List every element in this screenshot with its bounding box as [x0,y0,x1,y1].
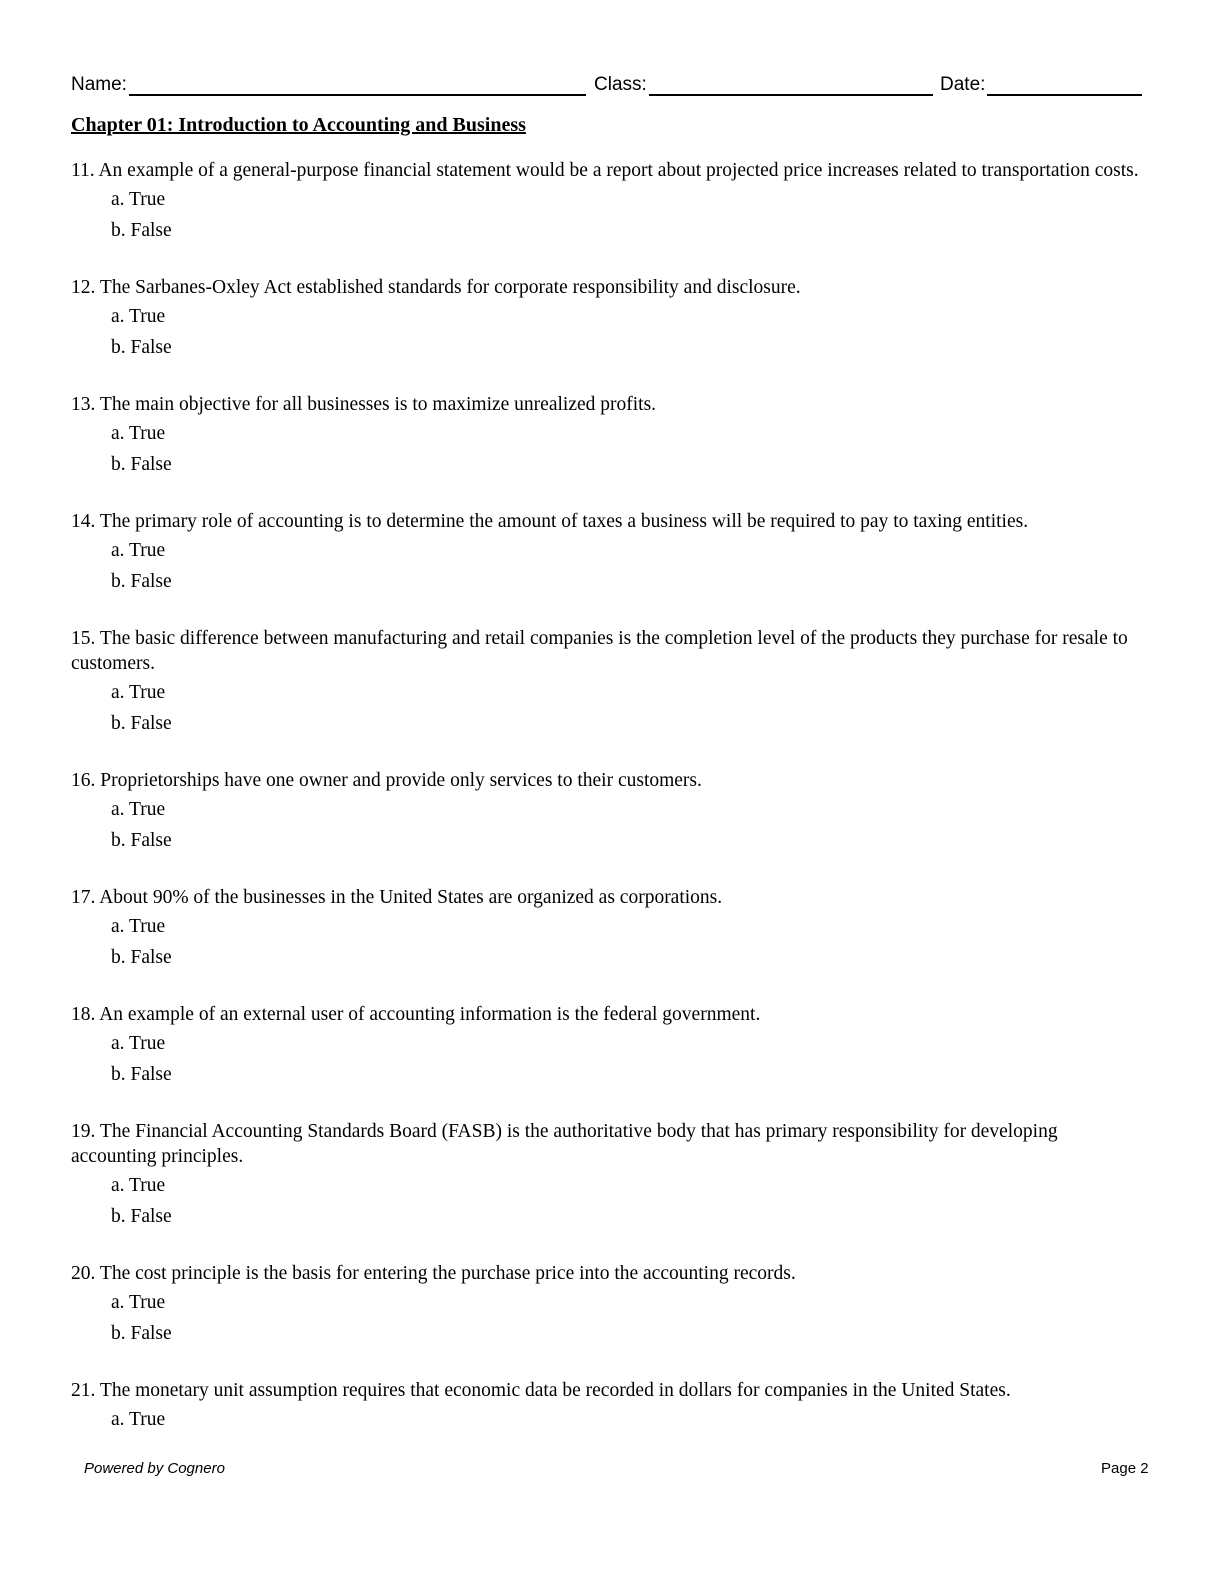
answer-options [111,680,1146,742]
question-text [71,1002,1146,1027]
question-statement: The Sarbanes-Oxley Act established standards for corporate responsibility and disclosure. [99,277,801,298]
question-statement: The primary role of accounting is to determine the amount of taxes a business will be required to pay to taxing entities. [99,511,1029,532]
date-blank-line [987,74,1142,96]
date-label: Date: [940,74,986,95]
question-item [71,626,1146,742]
answer-option: a. True [111,540,166,561]
answer-option: a. True [111,682,166,703]
class-field [594,72,933,96]
answer-option: b. False [111,220,172,241]
student-info-header [71,72,1143,98]
question-list [71,158,1146,1464]
question-number: 18. [71,1004,96,1025]
question-item [71,392,1146,483]
answer-options [111,797,1146,859]
question-text [71,626,1146,676]
answer-option: a. True [111,306,166,327]
question-item [71,275,1146,366]
question-text [71,885,1146,910]
question-text [71,1119,1146,1169]
question-statement: An example of a general-purpose financial statement would be a report about projected price increases related to transportation costs. [98,160,1139,181]
name-field [71,72,586,96]
answer-option: b. False [111,830,172,851]
answer-option: a. True [111,423,166,444]
question-statement: The monetary unit assumption requires that economic data be recorded in dollars for companies in the United States. [99,1380,1011,1401]
question-text [71,158,1146,183]
answer-options [111,1031,1146,1093]
question-number: 21. [71,1380,96,1401]
question-number: 20. [71,1263,96,1284]
question-text [71,275,1146,300]
question-item [71,1261,1146,1352]
answer-options [111,1407,1146,1438]
question-text [71,1261,1146,1286]
answer-options [111,421,1146,483]
chapter-title: Chapter 01: Introduction to Accounting and Business [71,114,526,136]
powered-by-footer: Powered by Cognero [84,1460,225,1477]
answer-option: b. False [111,713,172,734]
answer-option: b. False [111,571,172,592]
question-text [71,768,1146,793]
page-number: Page 2 [1101,1460,1149,1477]
question-item [71,768,1146,859]
answer-option: a. True [111,1175,166,1196]
question-statement: The basic difference between manufacturing and retail companies is the completion level of the products they purchase for resale to customers. [71,628,1128,674]
question-text [71,1378,1146,1403]
question-number: 11. [71,160,95,181]
question-text [71,509,1146,534]
question-number: 15. [71,628,96,649]
answer-option: a. True [111,1292,166,1313]
answer-option: a. True [111,916,166,937]
question-item [71,158,1146,249]
question-number: 17. [71,887,96,908]
answer-option: b. False [111,1206,172,1227]
answer-options [111,1173,1146,1235]
question-item [71,1378,1146,1438]
answer-option: b. False [111,1323,172,1344]
answer-options [111,538,1146,600]
answer-options [111,304,1146,366]
question-item [71,1002,1146,1093]
answer-option: b. False [111,947,172,968]
answer-option: a. True [111,799,166,820]
name-blank-line [129,74,586,96]
answer-option: a. True [111,189,166,210]
answer-options [111,1290,1146,1352]
question-number: 13. [71,394,96,415]
question-statement: Proprietorships have one owner and provide only services to their customers. [100,770,702,791]
answer-options [111,187,1146,249]
answer-option: a. True [111,1409,166,1430]
name-label: Name: [71,74,127,95]
question-statement: The cost principle is the basis for entering the purchase price into the accounting records. [99,1263,796,1284]
answer-option: b. False [111,1064,172,1085]
class-blank-line [649,74,933,96]
question-number: 16. [71,770,96,791]
question-text [71,392,1146,417]
date-field [940,72,1142,96]
question-number: 14. [71,511,96,532]
answer-option: b. False [111,337,172,358]
question-statement: An example of an external user of accounting information is the federal government. [99,1004,761,1025]
answer-option: b. False [111,454,172,475]
question-item [71,509,1146,600]
question-item [71,1119,1146,1235]
question-number: 12. [71,277,96,298]
question-statement: The Financial Accounting Standards Board (FASB) is the authoritative body that has primary responsibility for developing accounting principles. [71,1121,1058,1167]
question-statement: About 90% of the businesses in the United States are organized as corporations. [99,887,723,908]
question-item [71,885,1146,976]
question-number: 19. [71,1121,96,1142]
answer-option: a. True [111,1033,166,1054]
class-label: Class: [594,74,647,95]
question-statement: The main objective for all businesses is to maximize unrealized profits. [99,394,657,415]
answer-options [111,914,1146,976]
